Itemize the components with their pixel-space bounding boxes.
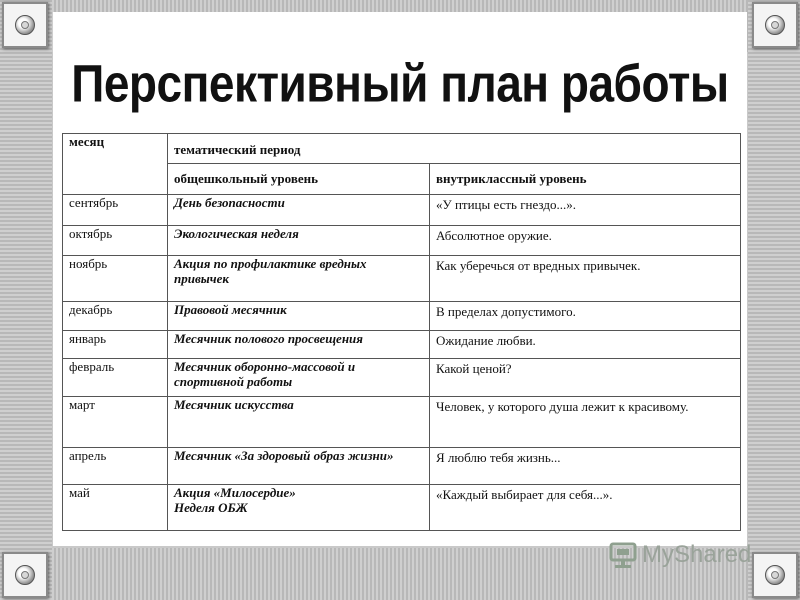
row-event: Правовой месячник (168, 302, 430, 331)
table-row (63, 302, 741, 331)
watermark (608, 538, 751, 572)
header-school-level: общешкольный уровень (168, 164, 430, 195)
row-event: Месячник оборонно-массовой и спортивной работы (168, 359, 430, 397)
header-month: месяц (63, 134, 168, 195)
row-event: Месячник полового просвещения (168, 331, 430, 359)
row-month: март (63, 397, 168, 448)
row-theme: Ожидание любви. (430, 331, 741, 359)
header-period: тематический период (168, 134, 741, 164)
row-month: май (63, 485, 168, 531)
row-theme: Человек, у которого душа лежит к красивому. (430, 397, 741, 448)
myshared-logo-icon (608, 540, 638, 570)
row-month: ноябрь (63, 256, 168, 302)
header-class-level: внутриклассный уровень (430, 164, 741, 195)
row-event: Акция по профилактике вредных привычек (168, 256, 430, 302)
table-row (63, 331, 741, 359)
corner-bolt-top-left-icon (2, 2, 48, 48)
row-event: Акция «Милосердие» Неделя ОБЖ (168, 485, 430, 531)
watermark-text: MyShared (642, 541, 752, 568)
table-row (63, 226, 741, 256)
table-row (63, 195, 741, 226)
plan-table (62, 133, 741, 531)
row-month: сентябрь (63, 195, 168, 226)
row-theme: Я люблю тебя жизнь... (430, 448, 741, 485)
table-row (63, 359, 741, 397)
corner-bolt-bottom-right-icon (752, 552, 798, 598)
table-row (63, 485, 741, 531)
row-theme: Как уберечься от вредных привычек. (430, 256, 741, 302)
row-theme: В пределах допустимого. (430, 302, 741, 331)
table-row (63, 256, 741, 302)
row-event: День безопасности (168, 195, 430, 226)
row-theme: Какой ценой? (430, 359, 741, 397)
row-month: октябрь (63, 226, 168, 256)
corner-bolt-top-right-icon (752, 2, 798, 48)
row-event: Экологическая неделя (168, 226, 430, 256)
row-month: февраль (63, 359, 168, 397)
row-theme: «У птицы есть гнездо...». (430, 195, 741, 226)
row-month: декабрь (63, 302, 168, 331)
row-event: Месячник искусства (168, 397, 430, 448)
row-theme: Абсолютное оружие. (430, 226, 741, 256)
table-row (63, 448, 741, 485)
row-month: апрель (63, 448, 168, 485)
table-header-row (63, 134, 741, 164)
row-month: январь (63, 331, 168, 359)
table-row (63, 397, 741, 448)
row-event: Месячник «За здоровый образ жизни» (168, 448, 430, 485)
row-theme: «Каждый выбирает для себя...». (430, 485, 741, 531)
page-title: Перспективный план работы (71, 53, 729, 113)
corner-bolt-bottom-left-icon (2, 552, 48, 598)
